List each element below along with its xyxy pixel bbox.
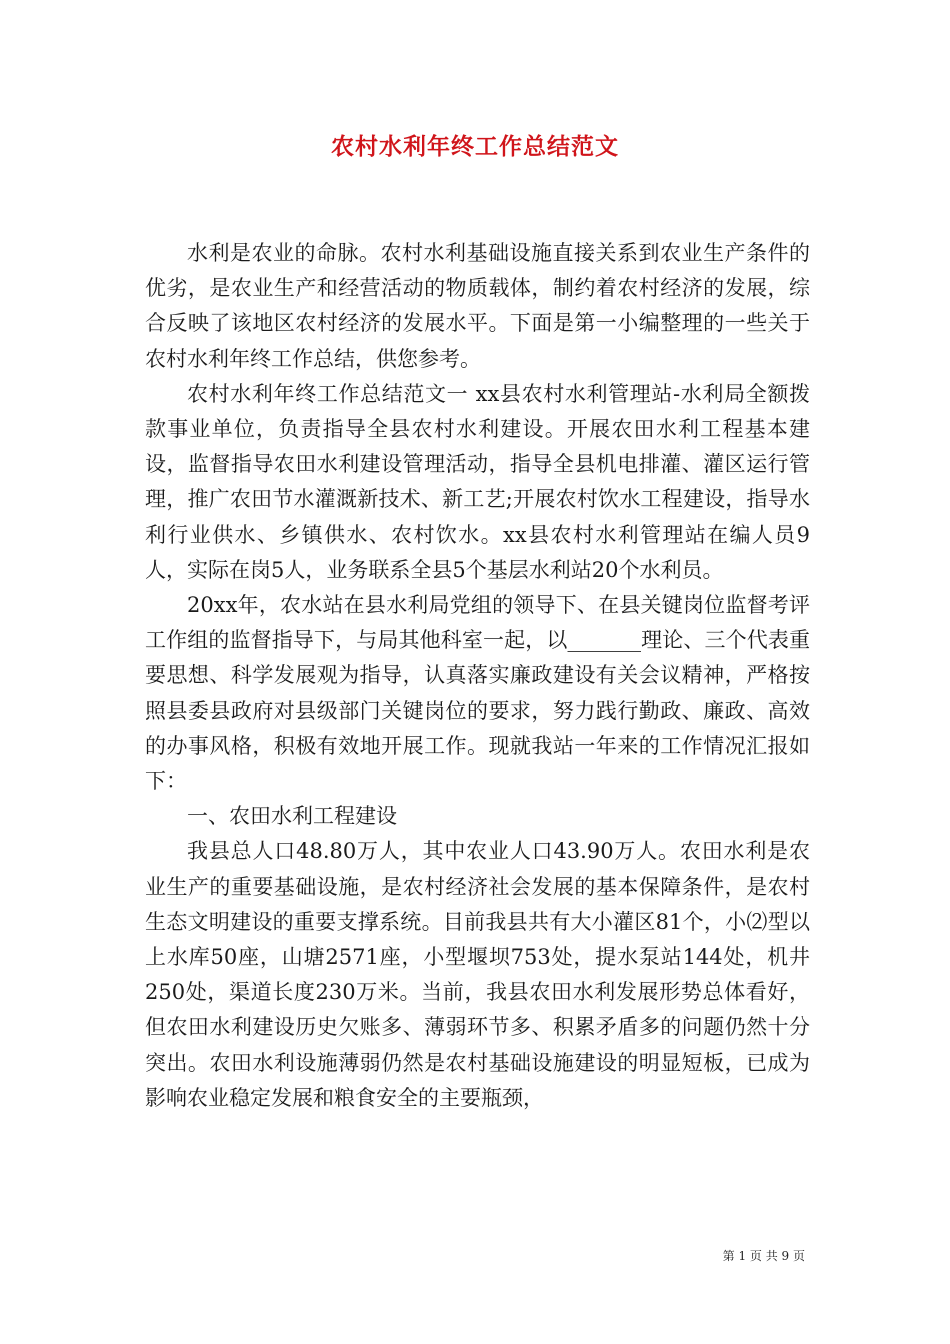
page-number: 第 1 页 共 9 页: [722, 1249, 805, 1263]
paragraph-intro: 水利是农业的命脉。农村水利基础设施直接关系到农业生产条件的优劣，是农业生产和经营活动的物质载体，制约着农村经济的发展，综合反映了该地区农村经济的发展水平。下面是第一小编整理的一些关于农村水利年终工作总结，供您参考。: [145, 241, 810, 371]
document-body: [145, 236, 810, 1116]
paragraph-farmland-irrigation: 我县总人口48.80万人，其中农业人口43.90万人。农田水利是农业生产的重要基础设施，是农村经济社会发展的基本保障条件，是农村生态文明建设的重要支撑系统。目前我县共有大小灌区81个，小⑵型以上水库50座，山塘2571座，小型堰坝753处，提水泵站144处，机井250处，渠道长度230万米。当前，我县农田水利发展形势总体看好，但农田水利建设历史欠账多、薄弱环节多、积累矛盾多的问题仍然十分突出。农田水利设施薄弱仍然是农村基础设施建设的明显短板，已成为影响农业稳定发展和粮食安全的主要瓶颈，: [145, 839, 810, 1110]
document-title: 农村水利年终工作总结范文: [331, 133, 619, 160]
section-heading: 一、农田水利工程建设: [187, 804, 397, 829]
paragraph-annual-summary: 20xx年，农水站在县水利局党组的领导下、在县关键岗位监督考评工作组的监督指导下，与局其他科室一起，以_______理论、三个代表重要思想、科学发展观为指导，认真落实廉政建设有关会议精神，严格按照县委县政府对县级部门关键岗位的要求，努力践行勤政、廉政、高效的办事风格，积极有效地开展工作。现就我站一年来的工作情况汇报如下：: [145, 593, 810, 794]
paragraph-station-overview: 农村水利年终工作总结范文一 xx县农村水利管理站-水利局全额拨款事业单位，负责指导全县农村水利建设。开展农田水利工程基本建设，监督指导农田水利建设管理活动，指导全县机电排灌、灌区运行管理，推广农田节水灌溉新技术、新工艺;开展农村饮水工程建设，指导水利行业供水、乡镇供水、农村饮水。xx县农村水利管理站在编人员9人，实际在岗5人，业务联系全县5个基层水利站20个水利员。: [145, 381, 810, 582]
